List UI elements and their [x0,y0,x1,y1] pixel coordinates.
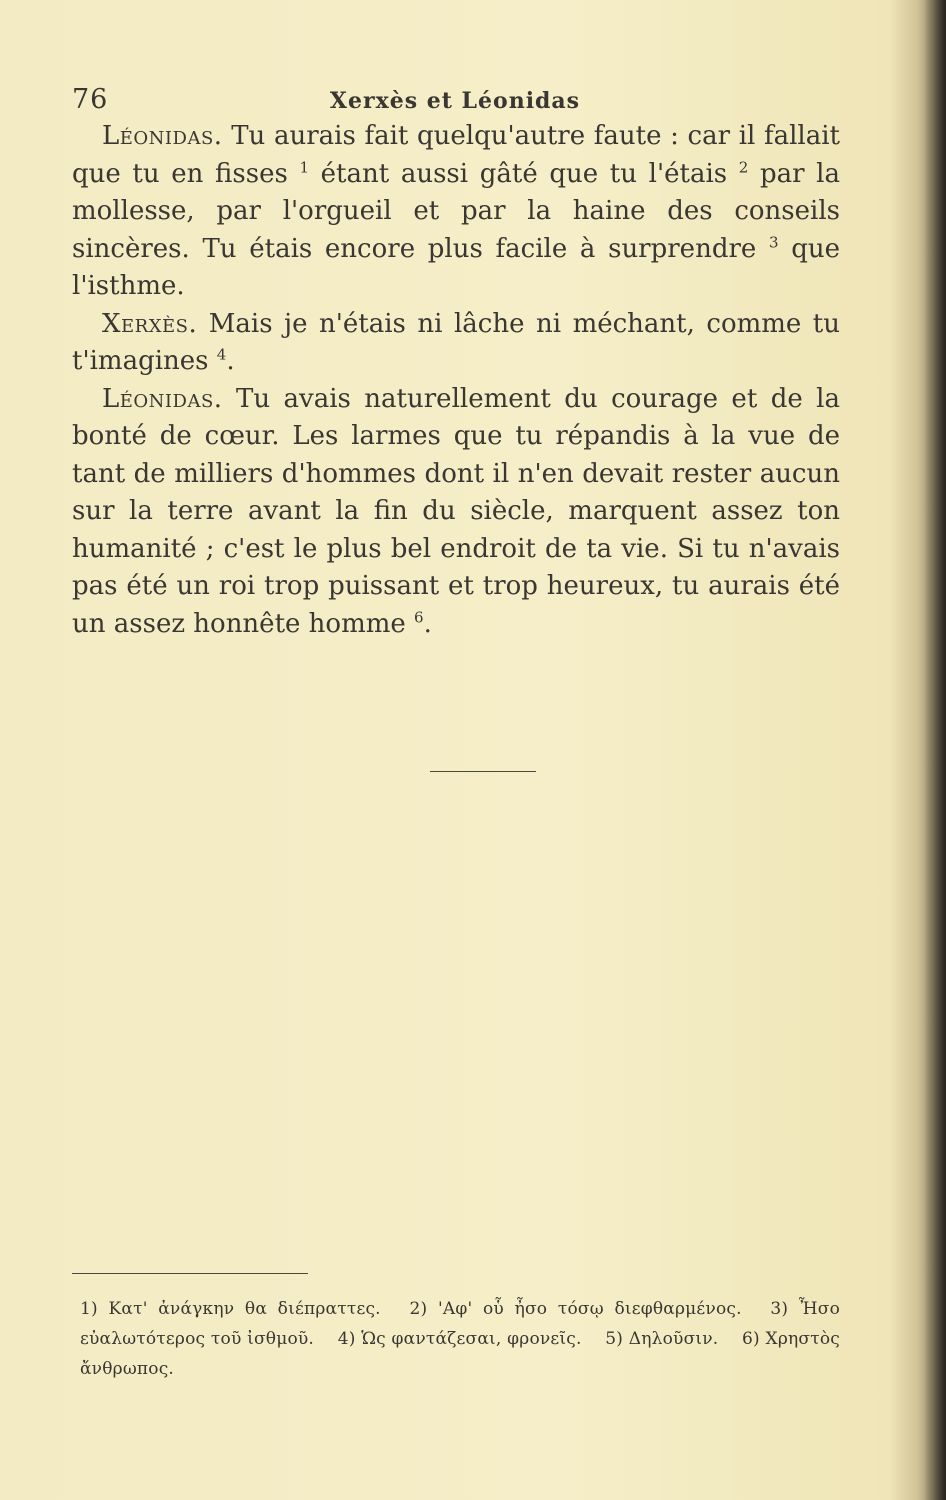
footnote-ref: 4 [216,345,227,364]
footnote-text: Χρηστὸς ἄνθρωπος. [80,1329,840,1379]
footnote-2 [409,1299,741,1319]
paragraph-text: par la mollesse, par l'orgueil et par la haine des conseils sincères. Tu étais encore plus facile à surprendre [72,158,841,264]
speaker-name: Léonidas. [102,383,223,414]
book-spine-shadow [924,0,946,1500]
paragraph-leonidas-2 [72,381,840,644]
paragraph-text: que l'isthme. [72,233,840,301]
footnote-ref: 6 [414,607,424,626]
footnote-5 [605,1329,718,1349]
footnote-ref: 2 [738,157,749,176]
paragraph-text: Tu aurais fait quelqu'autre faute : car il fallait que tu en fisses [72,121,840,189]
paragraph-leonidas-1 [72,118,840,306]
paragraph-text: Mais je n'étais ni lâche ni méchant, comme tu t'imagines [72,308,840,376]
paragraph-text: étant aussi gâté que tu l'étais [309,158,739,189]
footnote-1 [80,1299,381,1319]
paragraph-text: . [226,346,235,376]
footnote-number: 4) [337,1329,356,1349]
speaker-name: Xerxès. [102,308,198,339]
footnote-number: 6) [742,1329,760,1349]
running-title: Xerxès et Léonidas [329,88,581,114]
footnote-number: 5) [605,1329,624,1349]
section-end-rule [430,771,536,772]
footnotes [80,1294,840,1384]
footnote-text: Δηλοῦσιν. [628,1329,719,1349]
footnote-text: Κατ' ἀνάγκην θα διέπραττες. [108,1299,381,1319]
footnote-text: Ἦσο εὐαλωτότερος τοῦ ἰσθμοῦ. [80,1299,841,1349]
footnote-number: 1) [80,1299,98,1319]
paragraph-text: . [423,608,432,639]
footnote-ref: 1 [299,157,310,176]
footnote-separator-rule [72,1273,308,1274]
page-header [60,84,850,120]
paragraph-xerxes [72,306,840,381]
paragraph-text: Tu avais naturellement du courage et de la bonté de cœur. Les larmes que tu répandis à la vue de tant de milliers d'hommes dont il n'en devait rester aucun sur la terre avant la fin du siècle, marquent assez ton humanité ; c'est le plus bel endroit de ta vie. Si tu n'avais pas été un roi trop puissant et trop heureux, tu aurais été un assez honnête homme [72,383,840,639]
speaker-name: Léonidas. [102,121,223,151]
footnote-ref: 3 [768,232,779,251]
dialogue-text [72,118,840,643]
footnote-text: 'Αφ' οὗ ἦσο τόσῳ διεφθαρμένος. [437,1299,742,1319]
footnote-number: 2) [409,1299,428,1319]
footnote-text: Ὡς φαντάζεσαι, φρονεῖς. [361,1329,582,1349]
footnote-number: 3) [770,1299,789,1319]
footnote-4 [338,1329,582,1349]
page-number: 76 [72,84,109,115]
